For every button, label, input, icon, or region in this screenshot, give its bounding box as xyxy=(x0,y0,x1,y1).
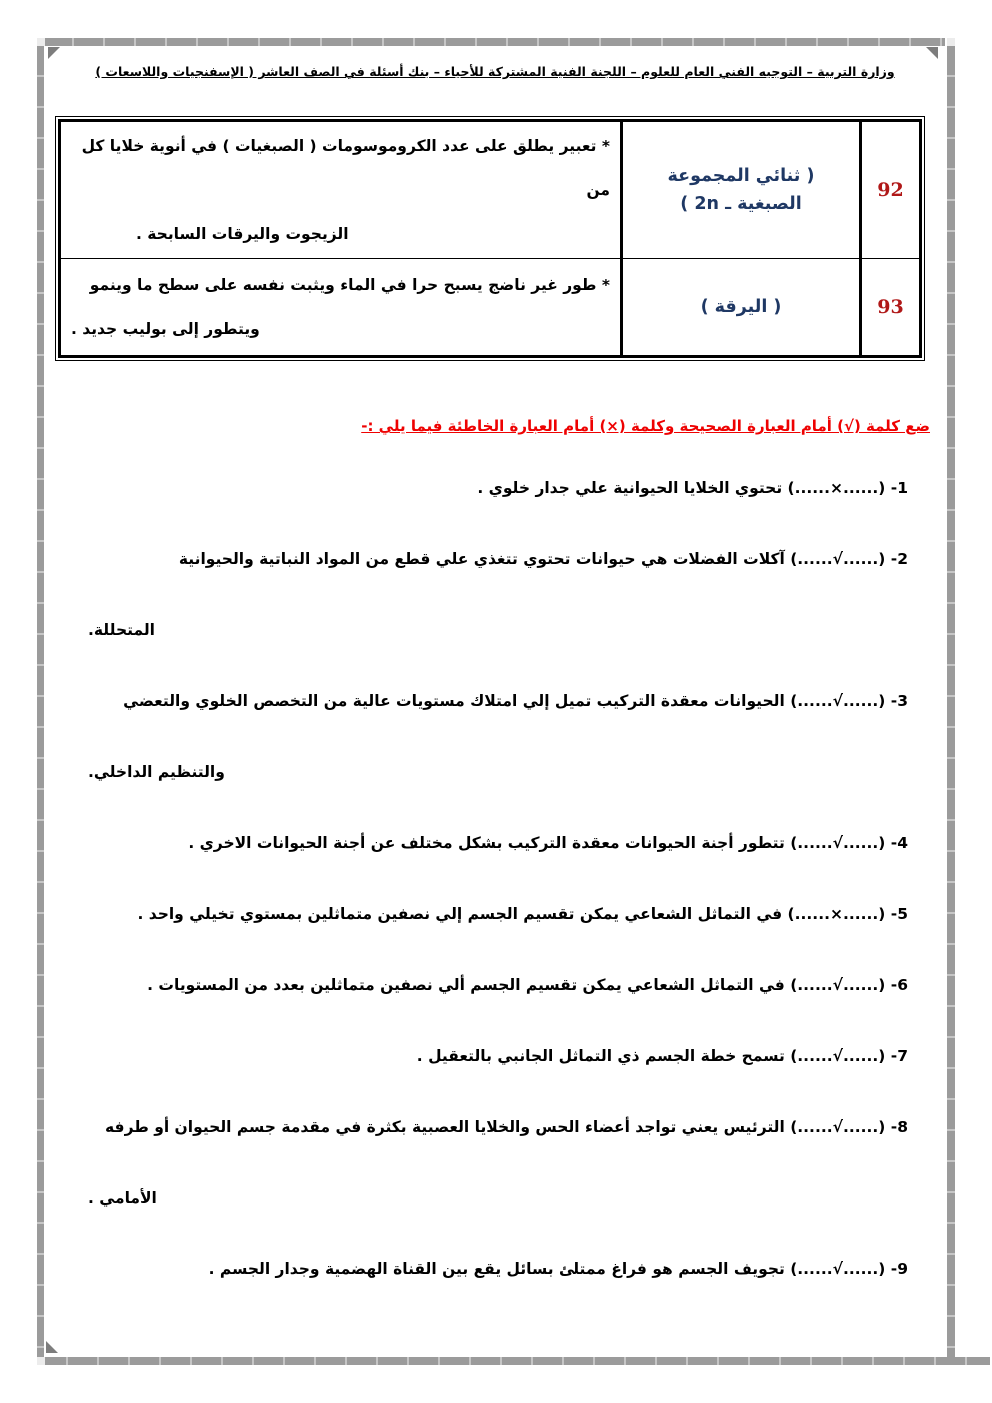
question-item-3 xyxy=(58,665,930,736)
page-border-right xyxy=(947,46,955,1357)
statement-line: * تعبير يطلق على عدد الكروموسومات ( الصبغيات ) في أنوية خلايا كل من xyxy=(81,137,610,199)
question-text: المتحللة. xyxy=(88,620,155,639)
question-item-6 xyxy=(58,949,930,1020)
statement-line: * طور غير ناضج يسبح حرا في الماء ويثبت نفسه على سطح ما وينمو xyxy=(89,276,610,294)
questions-list xyxy=(58,452,930,1304)
question-answer-table xyxy=(58,119,922,358)
border-corner-notch xyxy=(947,38,955,46)
statement-line: الزيجوت واليرقات السابحة . xyxy=(136,225,349,243)
page-border-left xyxy=(37,46,44,1357)
answer-cell: ( ثنائي المجموعة الصبغية ـ 2n ) xyxy=(622,121,861,259)
question-text: والتنظيم الداخلي. xyxy=(88,762,225,781)
question-item-2-continued xyxy=(58,594,930,665)
question-item-4 xyxy=(58,807,930,878)
question-item-8-continued xyxy=(58,1162,930,1233)
instruction-heading: ضع كلمة (√) أمام العبارة الصحيحة وكلمة (×) أمام العبارة الخاطئة فيما يلي :- xyxy=(361,417,930,435)
statement-cell xyxy=(60,121,622,259)
corner-triangle-icon xyxy=(48,47,60,59)
question-text: 5- (......×......) في التماثل الشعاعي يمكن تقسيم الجسم إلي نصفين متماثلين بمستوي تخيلي واحد . xyxy=(137,904,908,923)
question-text: 9- (......√......) تجويف الجسم هو فراغ ممتلئ بسائل يقع بين القناة الهضمية وجدار الجسم . xyxy=(208,1259,908,1278)
document-header: وزارة التربية – التوجيه الفني العام للعلوم – اللجنة الفنية المشتركة للأحياء – بنك أسئلة في الصف العاشر ( الإسفنجيات واللاسعات ) xyxy=(95,64,895,79)
question-item-8 xyxy=(58,1091,930,1162)
statement-cell xyxy=(60,259,622,357)
question-item-7 xyxy=(58,1020,930,1091)
question-text: 6- (......√......) في التماثل الشعاعي يمكن تقسيم الجسم ألي نصفين متماثلين بعدد من المستويات . xyxy=(147,975,908,994)
page-border-top xyxy=(43,38,945,46)
question-item-9 xyxy=(58,1233,930,1304)
question-item-1 xyxy=(58,452,930,523)
question-item-2 xyxy=(58,523,930,594)
border-corner-notch xyxy=(37,38,45,46)
page-border-bottom xyxy=(37,1357,990,1365)
corner-triangle-icon xyxy=(46,1341,58,1353)
table-row xyxy=(60,121,921,259)
table-row xyxy=(60,259,921,357)
question-text: 3- (......√......) الحيوانات معقدة التركيب تميل إلي امتلاك مستويات عالية من التخصص الخلوي والتعضي xyxy=(123,691,908,710)
question-text: 8- (......√......) الترئيس يعني تواجد أعضاء الحس والخلايا العصبية بكثرة في مقدمة جسم الحيوان أو طرفه xyxy=(105,1117,908,1136)
question-number: 92 xyxy=(861,121,921,259)
question-item-5 xyxy=(58,878,930,949)
question-text: 4- (......√......) تتطور أجنة الحيوانات معقدة التركيب بشكل مختلف عن أجنة الحيوانات الاخري . xyxy=(188,833,908,852)
question-text: 2- (......√......) آكلات الفضلات هي حيوانات تحتوي تتغذي علي قطع من المواد النباتية والحيوانية xyxy=(178,549,908,568)
question-number: 93 xyxy=(861,259,921,357)
question-text: 7- (......√......) تسمح خطة الجسم ذي التماثل الجانبي بالتعقيل . xyxy=(416,1046,908,1065)
question-item-3-continued xyxy=(58,736,930,807)
corner-triangle-icon xyxy=(926,47,938,59)
border-corner-notch xyxy=(37,1357,45,1365)
question-text: 1- (......×......) تحتوي الخلايا الحيوانية علي جدار خلوي . xyxy=(477,478,908,497)
question-text: الأمامي . xyxy=(88,1188,157,1207)
answer-cell: ( اليرقة ) xyxy=(622,259,861,357)
statement-line: ويتطور إلى بوليب جديد . xyxy=(71,320,260,338)
